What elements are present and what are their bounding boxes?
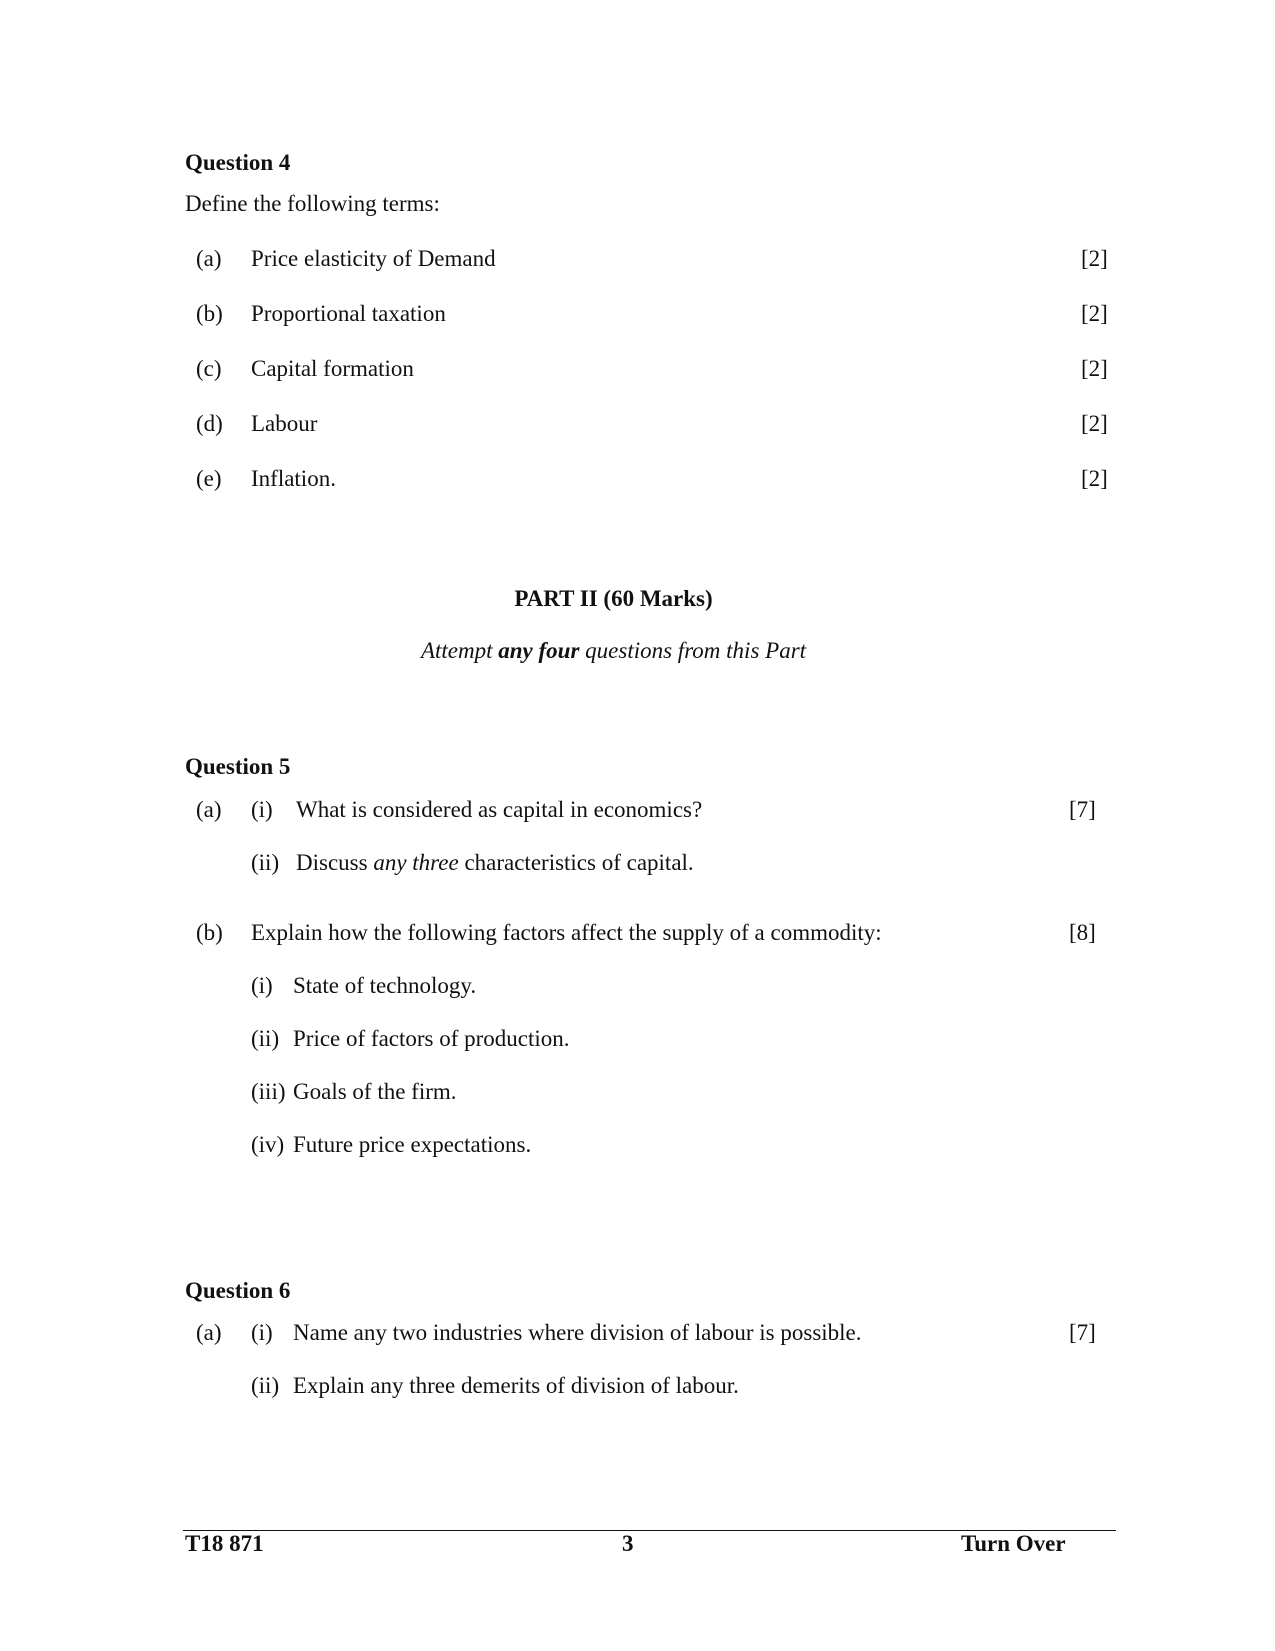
subpart-label: (i) — [251, 797, 273, 822]
subpart-text-emphasis: any three — [373, 850, 459, 875]
item-text: Price elasticity of Demand — [251, 246, 496, 271]
item-label: (a) — [196, 246, 222, 271]
subpart-text: Name any two industries where division of labour is possible. — [293, 1320, 862, 1345]
subpart-text: What is considered as capital in economics? — [296, 797, 703, 822]
part-label: (a) — [196, 797, 222, 822]
subpart-label: (ii) — [251, 1373, 280, 1398]
subpart-label: (ii) — [251, 1026, 280, 1051]
part-label: (b) — [196, 920, 223, 945]
subpart-text: State of technology. — [293, 973, 477, 998]
item-marks: [2] — [1081, 301, 1108, 326]
item-marks: [2] — [1081, 356, 1108, 381]
part-2-title: PART II (60 Marks) — [514, 586, 713, 611]
part-marks: [7] — [1069, 797, 1096, 822]
subpart-label: (i) — [251, 973, 273, 998]
item-text: Labour — [251, 411, 318, 436]
instruction-pre: Attempt — [420, 638, 499, 663]
subpart-text: Goals of the firm. — [293, 1079, 457, 1104]
question-5-heading: Question 5 — [185, 754, 291, 779]
part-marks: [7] — [1069, 1320, 1096, 1345]
subpart-text — [296, 851, 694, 874]
item-label: (b) — [196, 301, 223, 326]
item-label: (c) — [196, 356, 222, 381]
subpart-text: Explain any three demerits of division of labour. — [293, 1373, 739, 1398]
footer-page-number: 3 — [622, 1531, 634, 1556]
item-marks: [2] — [1081, 246, 1108, 271]
item-marks: [2] — [1081, 411, 1108, 436]
item-label: (e) — [196, 466, 222, 491]
part-2-instruction — [0, 639, 1227, 662]
subpart-label: (ii) — [251, 850, 280, 875]
subpart-label: (iv) — [251, 1132, 285, 1157]
footer-turn-over: Turn Over — [961, 1531, 1066, 1556]
part-text: Explain how the following factors affect the supply of a commodity: — [251, 920, 882, 945]
subpart-label: (iii) — [251, 1079, 286, 1104]
item-label: (d) — [196, 411, 223, 436]
item-text: Proportional taxation — [251, 301, 446, 326]
instruction-emphasis: any four — [498, 638, 580, 663]
footer-paper-code: T18 871 — [185, 1531, 264, 1556]
item-text: Capital formation — [251, 356, 414, 381]
part-label: (a) — [196, 1320, 222, 1345]
subpart-text-post: characteristics of capital. — [458, 850, 694, 875]
subpart-text-pre: Discuss — [296, 850, 374, 875]
instruction-post: questions from this Part — [579, 638, 807, 663]
item-marks: [2] — [1081, 466, 1108, 491]
subpart-text: Price of factors of production. — [293, 1026, 570, 1051]
item-text: Inflation. — [251, 466, 336, 491]
question-4-intro: Define the following terms: — [185, 191, 440, 216]
question-4-heading: Question 4 — [185, 150, 291, 175]
part-marks: [8] — [1069, 920, 1096, 945]
question-6-heading: Question 6 — [185, 1278, 291, 1303]
subpart-text: Future price expectations. — [293, 1132, 532, 1157]
subpart-label: (i) — [251, 1320, 273, 1345]
